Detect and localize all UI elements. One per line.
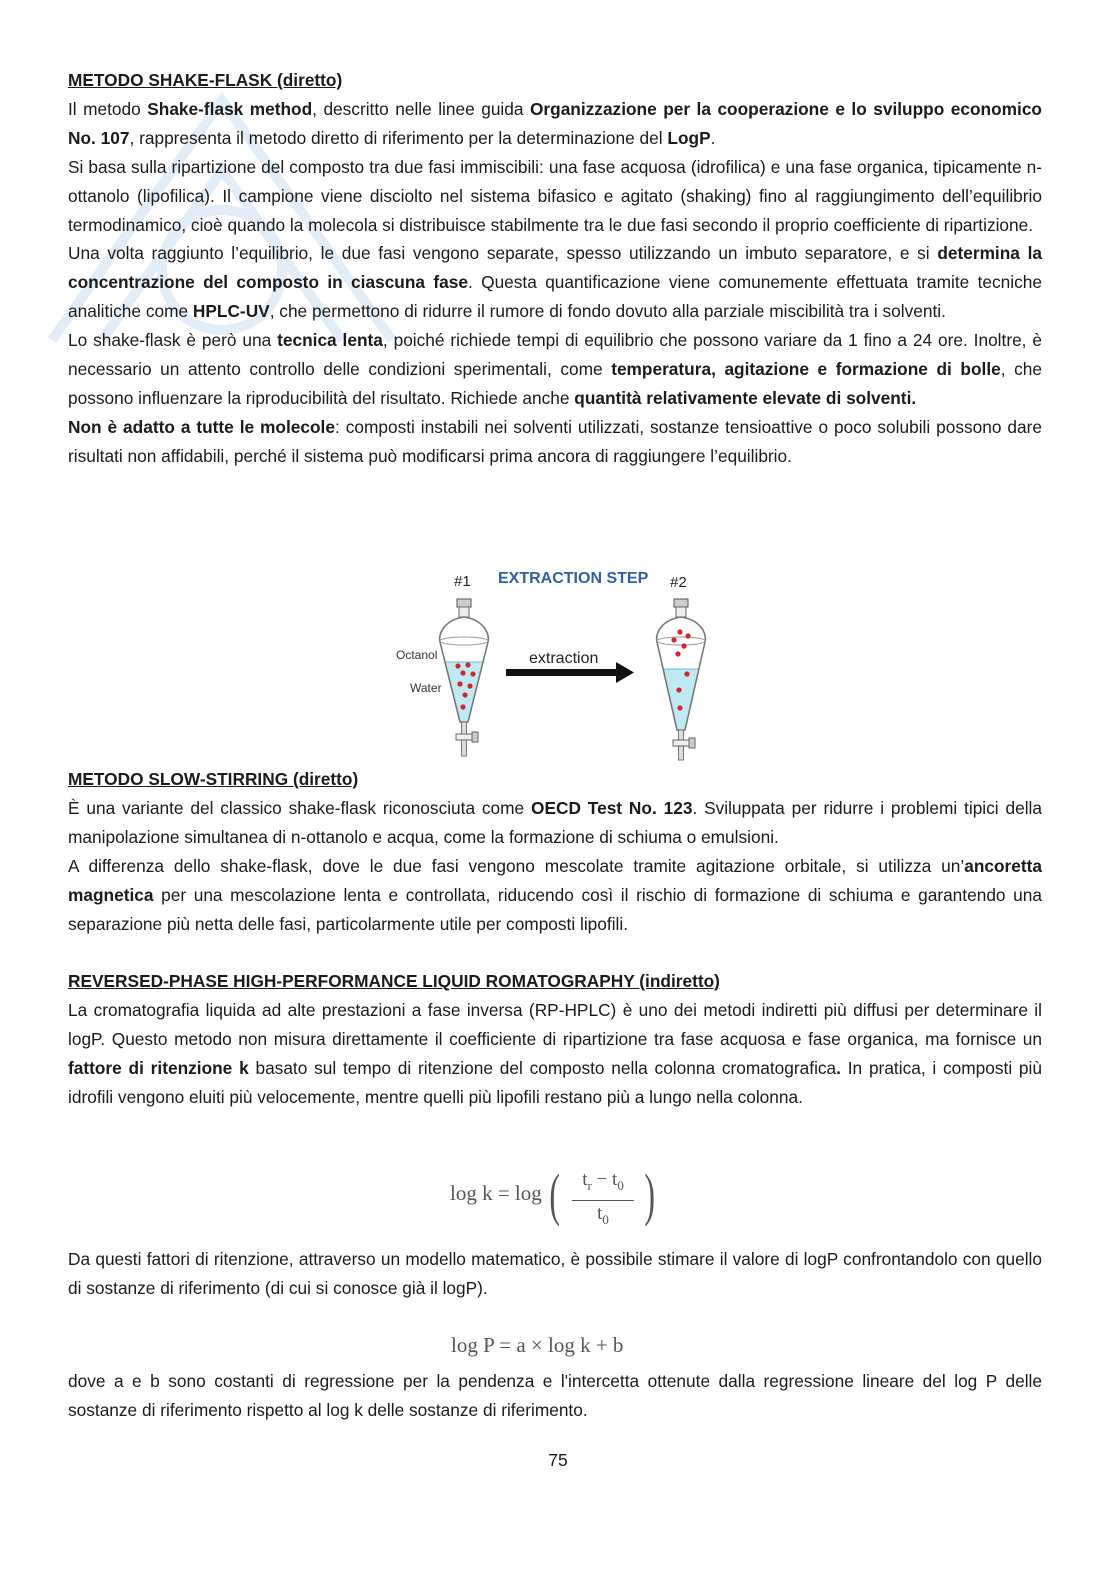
paragraph: Non è adatto a tutte le molecole: composti instabili nei solventi utilizzati, sostanze tensioattive o poco solubili possono dare risultati non affidabili, perché il sistema può modificarsi prima ancora di raggiungere l’equilibrio. [68, 416, 1042, 466]
paragraph: dove a e b sono costanti di regressione per la pendenza e l'intercetta ottenute dalla regressione lineare del log P delle sostanze di riferimento rispetto al log k delle sostanze di riferimento. [68, 1371, 1042, 1420]
equation-log-p: log P = a × log k + b [451, 1333, 624, 1357]
page-number: 75 [548, 1450, 568, 1470]
arrow-label: extraction [529, 650, 599, 667]
heading-shake-flask: METODO SHAKE-FLASK (diretto) [68, 70, 343, 90]
water-label: Water [410, 681, 442, 695]
fraction [570, 1167, 636, 1232]
paragraph: Lo shake-flask è però una tecnica lenta, poiché richiede tempi di equilibrio che possono variare da 1 fino a 24 ore. Inoltre, è necessario un attento controllo delle condizioni sperimentali, come temperatura, agitazione e formazione di bolle, che possono influenzare la riproducibilità del risultato. Richiede anche quantità relativamente elevate di solventi. [68, 330, 1042, 408]
fraction-numerator: $t_r - t_0$ [582, 1169, 624, 1193]
fraction-denominator: $t_0$ [597, 1202, 609, 1227]
paragraph: Una volta raggiunto l’equilibrio, le due fasi vengono separate, spesso utilizzando un imbuto separatore, e si determina la concentrazione del composto in ciascuna fase. Questa quantificazione viene comunemente effettuata tramite tecniche analitiche come HPLC-UV, che permettono di ridurre il rumore di fondo dovuto alla parziale miscibilità tra i solventi. [68, 243, 1042, 322]
step2-label: #2 [670, 574, 687, 591]
fraction-bar [572, 1200, 634, 1201]
separatory-funnel-2-icon [657, 599, 706, 760]
equation-log-k [450, 1163, 660, 1227]
paragraph: Da questi fattori di ritenzione, attraverso un modello matematico, è possibile stimare il valore di logP confrontandolo con quello di sostanze di riferimento (di cui si conosce già il logP). [68, 1249, 1042, 1298]
heading-rp-hplc: REVERSED-PHASE HIGH-PERFORMANCE LIQUID ROMATOGRAPHY (indiretto) [68, 971, 720, 991]
separatory-funnel-1-icon [440, 599, 489, 756]
section-shake-flask [68, 66, 1042, 471]
right-paren: ) [644, 1162, 655, 1227]
section-rp-hplc-end [68, 1367, 1042, 1425]
extraction-diagram [388, 562, 720, 766]
figure-title: EXTRACTION STEP [498, 570, 649, 587]
paragraph: Il metodo Shake-flask method, descritto nelle linee guida Organizzazione per la cooperazione e lo sviluppo economico No. 107, rappresenta il metodo diretto di riferimento per la determinazione del LogP. [68, 98, 1042, 148]
paragraph: Si basa sulla ripartizione del composto tra due fasi immiscibili: una fase acquosa (idrofilica) e una fase organica, tipicamente n-ottanolo (lipofilica). Il campione viene disciolto nel sistema bifasico e agitato (shaking) fino al raggiungimento dell’equilibrio termodinamico, cioè quando la molecola si distribuisce stabilmente tra le due fasi secondo il proprio coefficiente di ripartizione. [68, 156, 1042, 235]
section-slow-stirring [68, 765, 1042, 938]
paragraph: La cromatografia liquida ad alte prestazioni a fase inversa (RP-HPLC) è uno dei metodi indiretti più diffusi per determinare il logP. Questo metodo non misura direttamente il coefficiente di ripartizione tra fase acquosa e fase organica, ma fornisce un fattore di ritenzione k basato sul tempo di ritenzione del composto nella colonna cromatografica. In pratica, i composti più idrofili vengono eluiti più velocemente, mentre quelli più lipofili restano più a lungo nella colonna. [68, 999, 1042, 1107]
paragraph: È una variante del classico shake-flask riconosciuta come OECD Test No. 123. Sviluppata per ridurre i problemi tipici della manipolazione simultanea di n-ottanolo e acqua, come la formazione di schiuma o emulsioni. [68, 797, 1042, 847]
equation-lhs: log k = log [450, 1181, 542, 1205]
extraction-figure [388, 562, 720, 766]
section-rp-hplc [68, 967, 1042, 1112]
left-paren: ( [549, 1162, 560, 1227]
heading-slow-stirring: METODO SLOW-STIRRING (diretto) [68, 769, 359, 789]
section-rp-hplc-cont [68, 1245, 1042, 1303]
octanol-label: Octanol [396, 648, 438, 662]
paragraph: A differenza dello shake-flask, dove le due fasi vengono mescolate tramite agitazione orbitale, si utilizza un’ancoretta magnetica per una mescolazione lenta e controllata, riducendo così il rischio di formazione di schiuma e garantendo una separazione più netta delle fasi, particolarmente utile per composti lipofili. [68, 855, 1042, 934]
step1-label: #1 [454, 573, 471, 590]
